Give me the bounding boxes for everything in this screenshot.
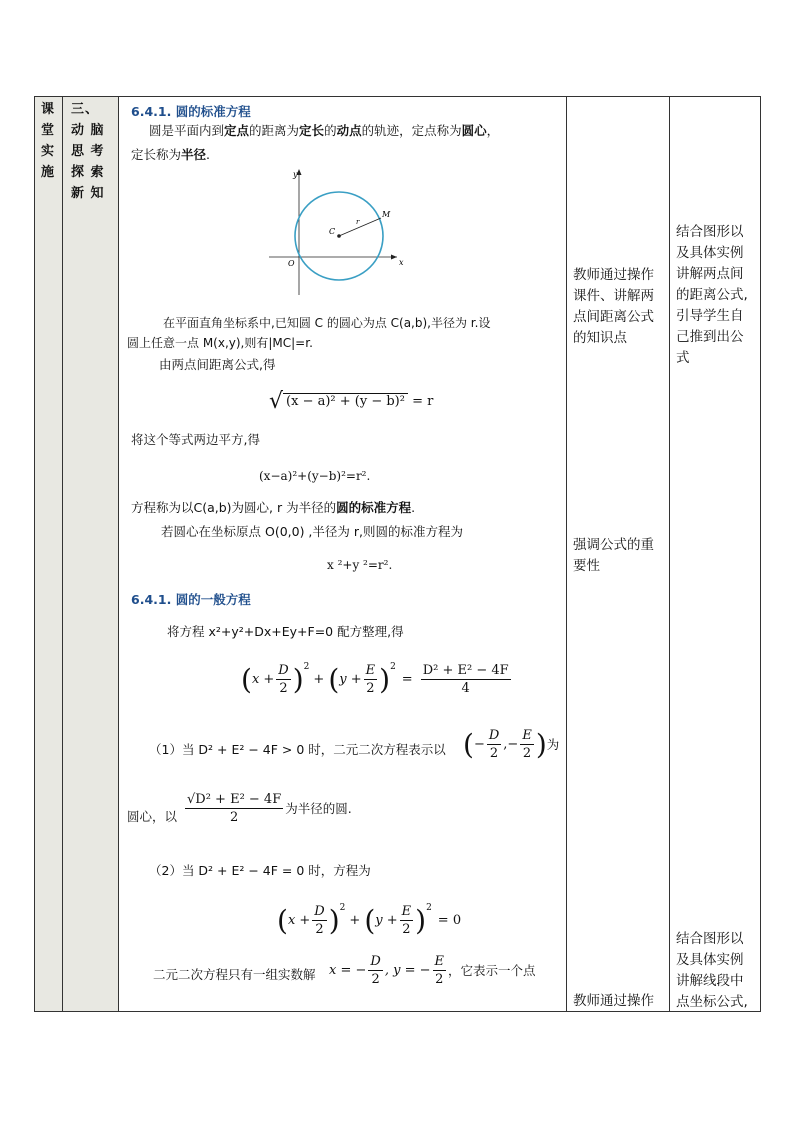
point-solution-values: x = − $\frac{D}{2}$ , y = − $\frac{E}{2}$ ，它表示一个点 bbox=[329, 954, 536, 987]
origin-case-text: 若圆心在坐标原点 O(0,0) ,半径为 r,则圆的标准方程为 bbox=[161, 524, 463, 539]
case-2-line: （2）当 D² + E² − 4F = 0 时，方程为 bbox=[149, 863, 371, 878]
stage-label: 课 堂 实 施 bbox=[41, 102, 56, 180]
step-label: 三、 动 脑 思 考 探 索 新 知 bbox=[71, 102, 105, 201]
lesson-table bbox=[34, 96, 761, 1012]
origin-label: O bbox=[288, 259, 295, 268]
step-column bbox=[63, 97, 119, 1011]
equation-squared: (x−a)²+(y−b)²=r². bbox=[259, 469, 371, 483]
student-note-1: 结合图形以 及具体实例 讲解两点间 的距离公式, 引导学生自 己推到出公 式 bbox=[676, 224, 748, 366]
case-1-radius: $\frac{\text{√D² + E² − 4F}}{2}$ 为半径的圆. bbox=[187, 792, 352, 825]
stage-column bbox=[35, 97, 63, 1011]
standard-eq-definition: 方程称为以C(a,b)为圆心, r 为半径的圆的标准方程. bbox=[131, 500, 416, 515]
equation-distance: √ (x − a)² + (y − b)² = r bbox=[269, 389, 434, 414]
general-intro: 将方程 x²+y²+Dx+Ey+F=0 配方整理,得 bbox=[167, 624, 404, 639]
y-label: y bbox=[293, 170, 298, 179]
equation-completed-square: ( x + $\frac{D}{2}$ ) $^2$ + ( y + $\frac{E}{2}$ ) $^2$ = $\frac{\text{D² + E² − 4F}}{4}$ bbox=[241, 662, 509, 696]
teacher-note-2: 强调公式的重 要性 bbox=[573, 537, 654, 574]
content-column bbox=[119, 97, 567, 1011]
student-note-2: 结合图形以 及具体实例 讲解线段中 点坐标公式, bbox=[676, 931, 748, 1010]
center-label: C bbox=[329, 227, 336, 236]
case-1-line-2-start: 圆心，以 bbox=[127, 809, 178, 824]
m-label: M bbox=[382, 210, 391, 219]
section-heading-general: 6.4.1. 圆的一般方程 bbox=[131, 592, 251, 607]
setup-line-1: 在平面直角坐标系中,已知圆 C 的圆心为点 C(a,b),半径为 r.设 bbox=[163, 316, 491, 330]
case-1-line-1: （1）当 D² + E² − 4F > 0 时，二元二次方程表示以 bbox=[149, 742, 446, 757]
equation-point-case: ( x + $\frac{D}{2}$ ) $^2$ + ( y + $\frac{E}{2}$ ) $^2$ = 0 bbox=[277, 903, 462, 937]
point-solution-text: 二元二次方程只有一组实数解 bbox=[153, 967, 316, 982]
teacher-note-3: 教师通过操作 bbox=[573, 993, 654, 1009]
x-axis-arrow bbox=[391, 255, 397, 260]
x-label: x bbox=[399, 258, 404, 267]
definition-line-2: 定长称为半径. bbox=[131, 147, 211, 162]
section-heading-standard: 6.4.1. 圆的标准方程 bbox=[131, 104, 251, 119]
setup-line-2: 圆上任意一点 M(x,y),则有|MC|=r. bbox=[127, 336, 313, 350]
teacher-note-1: 教师通过操作 课件、讲解两 点间距离公式 的知识点 bbox=[573, 267, 654, 346]
distance-intro: 由两点间距离公式,得 bbox=[159, 357, 276, 372]
definition-line-1: 圆是平面内到定点的距离为定长的动点的轨迹，定点称为圆心， bbox=[149, 123, 500, 138]
student-activity-column bbox=[670, 97, 760, 1011]
teacher-activity-column bbox=[567, 97, 670, 1011]
radius-label: r bbox=[356, 218, 360, 226]
equation-origin: x ²+y ²=r². bbox=[327, 558, 393, 572]
circle-figure bbox=[269, 167, 419, 297]
square-intro: 将这个等式两边平方,得 bbox=[131, 432, 260, 447]
radius-line bbox=[339, 218, 381, 236]
case-1-center-point: ( − $\frac{D}{2}$ ,− $\frac{E}{2}$ ) 为 bbox=[463, 727, 560, 761]
